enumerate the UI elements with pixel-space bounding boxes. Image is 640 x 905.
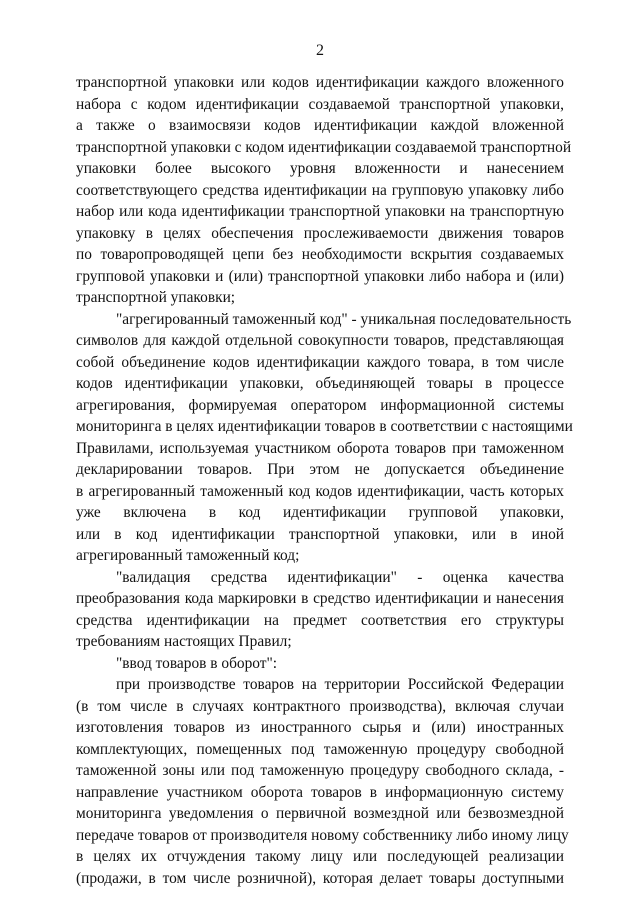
text-line: декларировании товаров. При этом не допускается объединение bbox=[76, 461, 564, 478]
text-line: уже включена в код идентификации групповой упаковки, bbox=[76, 504, 564, 521]
text-line: групповой упаковки и (или) транспортной упаковки либо набора и (или) bbox=[76, 267, 564, 285]
text-line: упаковки более высокого уровня вложенности и нанесением bbox=[76, 160, 564, 177]
text-line: в целях их отчуждения такому лицу или последующей реализации bbox=[76, 848, 564, 865]
text-line: агрегирования, формируемая оператором информационной системы bbox=[76, 396, 564, 414]
text-line: мониторинга в целях идентификации товаров в соответствии с настоящими bbox=[76, 418, 573, 435]
text-line: набора с кодом идентификации создаваемой транспортной упаковки, bbox=[76, 95, 564, 113]
text-line: кодов идентификации упаковки, объединяющей товары в процессе bbox=[76, 375, 564, 392]
text-line: агрегированный таможенный код; bbox=[76, 547, 300, 564]
text-line: (продажи, в том числе розничной), которая делает товары доступными bbox=[76, 869, 564, 887]
text-line: или в код идентификации транспортной упаковки, или в иной bbox=[76, 525, 564, 543]
text-line: "валидация средства идентификации" - оценка качества bbox=[116, 568, 564, 586]
text-line: собой объединение кодов идентификации каждого товара, в том числе bbox=[76, 353, 564, 371]
text-line: а также о взаимосвязи кодов идентификации каждой вложенной bbox=[76, 117, 564, 134]
page-number: 2 bbox=[316, 42, 324, 59]
text-line: при производстве товаров на территории Российской Федерации bbox=[116, 676, 564, 693]
text-line: транспортной упаковки или кодов идентификации каждого вложенного bbox=[76, 74, 564, 91]
text-line: транспортной упаковки с кодом идентификации создаваемой транспортной bbox=[76, 138, 572, 156]
text-line: мониторинга уведомления о первичной возмездной или безвозмездной bbox=[76, 805, 564, 822]
text-line: транспортной упаковки; bbox=[76, 289, 236, 306]
text-line: упаковку в целях обеспечения прослеживаемости движения товаров bbox=[76, 224, 564, 242]
text-line: передаче товаров от производителя новому собственнику либо иному лицу bbox=[76, 826, 569, 844]
text-line: изготовления товаров из иностранного сырья и (или) иностранных bbox=[76, 719, 564, 736]
text-line: требованиям настоящих Правил; bbox=[76, 633, 292, 650]
text-line: средства идентификации на предмет соответствия его структуры bbox=[76, 611, 564, 629]
text-line: "агрегированный таможенный код" - уникальная последовательность bbox=[116, 310, 572, 328]
text-line: символов для каждой отдельной совокупности товаров, представляющая bbox=[76, 332, 564, 349]
text-line: (в том числе в случаях контрактного производства), включая случаи bbox=[76, 697, 564, 715]
text-line: по товаропроводящей цепи без необходимости вскрытия создаваемых bbox=[76, 246, 564, 263]
text-line: направление участником оборота товаров в информационную систему bbox=[76, 783, 564, 801]
text-line: соответствующего средства идентификации на групповую упаковку либо bbox=[76, 181, 564, 199]
text-line: преобразования кода маркировки в средство идентификации и нанесения bbox=[76, 590, 564, 607]
text-line: Правилами, используемая участником оборота товаров при таможенном bbox=[76, 439, 564, 457]
text-line: "ввод товаров в оборот": bbox=[116, 654, 278, 672]
text-line: комплектующих, помещенных под таможенную процедуру свободной bbox=[76, 740, 564, 758]
document-body bbox=[76, 72, 573, 889]
text-line: набор или кода идентификации транспортной упаковки на транспортную bbox=[76, 203, 564, 220]
text-line: таможенной зоны или под таможенную процедуру свободного склада, - bbox=[76, 762, 564, 779]
text-line: в агрегированный таможенный код кодов идентификации, часть которых bbox=[76, 482, 564, 500]
